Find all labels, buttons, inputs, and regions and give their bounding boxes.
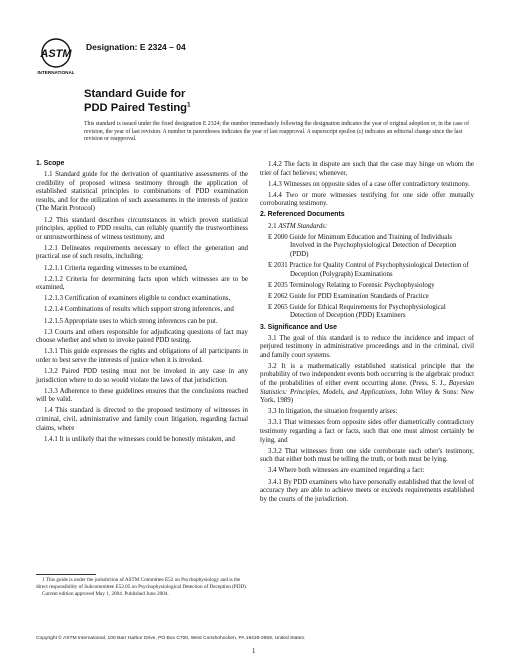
paragraph: 3.4.1 By PDD examiners who have personally established that the level of accuracy they are able to achieve meets or exceeds requirements established by the courts of the jurisdiction. <box>260 478 474 503</box>
svg-text:INTERNATIONAL: INTERNATIONAL <box>37 70 75 75</box>
title-line-1: Standard Guide for <box>84 88 186 100</box>
title-footnote-mark: 1 <box>187 100 191 108</box>
document-title <box>84 88 191 115</box>
paragraph: 1.4.2 The facts in dispute are such that the case may hinge on whom the trier of fact believes; whenever, <box>260 161 474 177</box>
section-heading-scope: 1. Scope <box>36 160 65 167</box>
paragraph: 3.4 Where both witnesses are examined regarding a fact: <box>268 467 425 475</box>
paragraph: 1.4 This standard is directed to the proposed testimony of witnesses in criminal, civil, administrative and family court litigation, regarding factual claims, where <box>36 407 248 432</box>
paragraph: 1.3.3 Adherence to these guidelines ensures that the conclusions reached will be valid. <box>36 387 248 404</box>
paragraph: 1.4.4 Two or more witnesses testifying for one side offer mutually corroborating testimony. <box>260 191 474 208</box>
paragraph: 1.2.1.5 Appropriate uses to which strong inferences can be put. <box>44 317 218 325</box>
paragraph: 1.2.1.3 Certification of examiners eligible to conduct examinations, <box>44 295 231 303</box>
footnote <box>36 577 248 598</box>
reference-item: E 2031 Practice for Quality Control of Psychophysiological Detection of Deception (Polygraph) Examinations <box>268 261 469 278</box>
reference-item: E 2065 Guide for Ethical Requirements for Psychophysiological Detection of Deception (PDD) Examiners <box>268 303 446 320</box>
paragraph: 1.2.1.4 Combinations of results which support strong inferences, and <box>44 306 234 314</box>
paragraph: 1.3.2 Paired PDD testing must not be invoked in any case in any jurisdiction where to do so would violate the laws of that jurisdiction. <box>36 367 248 384</box>
svg-text:ASTM: ASTM <box>40 48 72 60</box>
paragraph: 1.2.1 Delineates requirements necessary to effect the generation and practical use of such results, including: <box>36 244 248 261</box>
standard-intro: This standard is issued under the fixed designation E 2324; the number immediately following the designation indicates the year of original adoption or, in the case of revision, the year of last revision. A number in parentheses indicates the year of last reapproval. A superscript epsilon (ε) indicates an editorial change since the last revision or reapproval. <box>84 121 470 142</box>
paragraph: 1.2.1.2 Criteria for determining facts upon which witnesses are to be examined, <box>36 275 248 292</box>
reference-item: E 2000 Guide for Minimum Education and Training of Individuals Involved in the Psychophysiological Detection of Deception (PDD) <box>268 233 457 258</box>
paragraph: 1.3.1 This guide expresses the rights and obligations of all participants in order to best serve the interests of justice when it is invoked. <box>36 348 248 364</box>
section-heading-referenced-documents: 2. Referenced Documents <box>260 211 345 219</box>
paragraph: 1.2.1.1 Criteria regarding witnesses to be examined, <box>44 264 188 272</box>
title-line-2: PDD Paired Testing$^1$ <box>84 100 191 114</box>
section-heading-significance: 3. Significance and Use <box>260 323 337 331</box>
paragraph: 3.3 In litigation, the situation frequently arises: <box>268 408 398 416</box>
copyright-notice: Copyright © ASTM International, 100 Barr Harbor Drive, PO Box C700, West Conshohocken, PA 19428-2959, United States. <box>36 636 306 641</box>
footnote-text: 1 This guide is under the jurisdiction of ASTM Committee E52 on Psychophysiology and is the direct responsibility of Subcommittee E52.05 on Psychophysiological Detection of Deception (PDD). <box>36 577 248 590</box>
paragraph: 3.1 The goal of this standard is to reduce the incidence and impact of perjured testimony in administrative proceedings and in the criminal, civil and family court systems. <box>260 334 474 359</box>
footnote-divider <box>36 574 96 575</box>
refs-subheading: 2.1 ASTM Standards: <box>268 222 328 230</box>
paragraph: 1.3 Courts and others responsible for adjudicating questions of fact may choose whether and when to invoke paired PDD testing. <box>36 328 248 345</box>
page-number: 1 <box>252 648 256 655</box>
designation-label: Designation: E 2324 – 04 <box>86 42 186 52</box>
paragraph: 3.3.2 That witnesses from one side corroborate each other's testimony, such that either both must be telling the truth, or both must be lying. <box>260 447 474 464</box>
paragraph: 1.4.3 Witnesses on opposite sides of a case offer contradictory testimony. <box>268 180 470 188</box>
left-column <box>36 160 248 447</box>
paragraph: 3.3.1 That witnesses from opposite sides offer diametrically contradictory testimony regarding a fact or facts, such that one must almost certainly be lying, and <box>260 419 474 444</box>
paragraph: 1.4.1 It is unlikely that the witnesses could be honestly mistaken, and <box>44 435 235 443</box>
footnote-text: Current edition approved May 1, 2004. Published June 2004. <box>42 590 169 597</box>
right-column <box>260 161 474 507</box>
reference-item: E 2035 Terminology Relating to Forensic Psychophysiology <box>268 281 435 289</box>
paragraph: 1.1 Standard guide for the derivation of quantitative assessments of the credibility of proposed witness testimony through the application of established statistical principles to combinations of PDD examination results, and for the utilization of such assessments in the interests of justice (The Marin Protocol) <box>36 171 248 213</box>
paragraph: 1.2 This standard describes circumstances in which proven statistical principles, applied to PDD results, can reliably quantify the trustworthiness or untrustworthiness of witness testimony, and <box>36 216 248 241</box>
astm-logo <box>36 36 80 76</box>
reference-item: E 2062 Guide for PDD Examination Standards of Practice <box>268 292 429 300</box>
paragraph: 3.2 It is a mathematically established statistical principle that the probability of two independent events both occurring is the algebraic product of the probabilities of either event occurring alone. (Press, S. J., Bayesian Statistics: Principles, Models, and Applications, John Wiley & Sons: New York, 1989) <box>260 362 474 405</box>
